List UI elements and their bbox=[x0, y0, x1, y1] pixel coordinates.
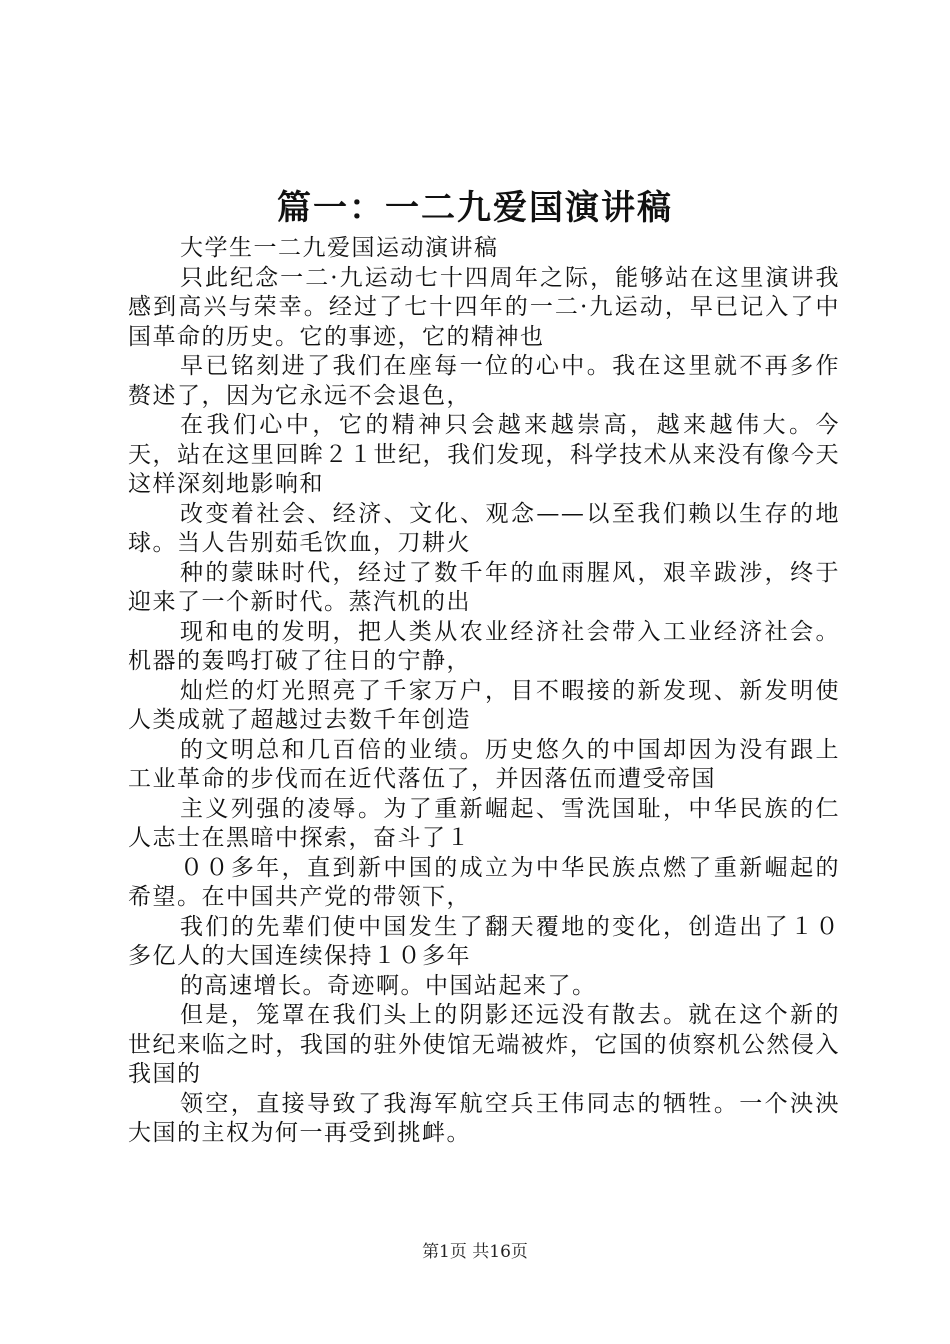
paragraph: 种的蒙昧时代，经过了数千年的血雨腥风，艰辛跋涉，终于迎来了一个新时代。蒸汽机的出 bbox=[128, 559, 840, 615]
document-title: 篇一：一二九爱国演讲稿 bbox=[277, 188, 673, 228]
paragraph: 灿烂的灯光照亮了千家万户，目不暇接的新发现、新发明使人类成就了超越过去数千年创造 bbox=[128, 677, 840, 733]
paragraph: 早已铭刻进了我们在座每一位的心中。我在这里就不再多作赘述了，因为它永远不会退色， bbox=[128, 353, 840, 409]
paragraph: 现和电的发明，把人类从农业经济社会带入工业经济社会。机器的轰鸣打破了往日的宁静， bbox=[128, 618, 840, 674]
paragraph: 主义列强的凌辱。为了重新崛起、雪洗国耻，中华民族的仁人志士在黑暗中探索，奋斗了１ bbox=[128, 795, 840, 851]
paragraph: 我们的先辈们使中国发生了翻天覆地的变化，创造出了１０多亿人的大国连续保持１０多年 bbox=[128, 913, 840, 969]
paragraph: 大学生一二九爱国运动演讲稿 bbox=[180, 235, 499, 261]
paragraph: 在我们心中，它的精神只会越来越崇高，越来越伟大。今天，站在这里回眸２１世纪，我们发现，科学技术从来没有像今天这样深刻地影响和 bbox=[128, 412, 840, 497]
paragraph: 领空，直接导致了我海军航空兵王伟同志的牺牲。一个泱泱大国的主权为何一再受到挑衅。 bbox=[128, 1090, 840, 1146]
document-body bbox=[128, 234, 840, 1149]
page-footer: 第1页 共16页 bbox=[422, 1242, 528, 1262]
paragraph: ００多年，直到新中国的成立为中华民族点燃了重新崛起的希望。在中国共产党的带领下， bbox=[128, 854, 840, 910]
paragraph: 的高速增长。奇迹啊。中国站起来了。 bbox=[180, 972, 597, 999]
paragraph: 只此纪念一二·九运动七十四周年之际，能够站在这里演讲我感到高兴与荣幸。经过了七十四年的一二·九运动，早已记入了中国革命的历史。它的事迹，它的精神也 bbox=[128, 264, 840, 350]
paragraph: 的文明总和几百倍的业绩。历史悠久的中国却因为没有跟上工业革命的步伐而在近代落伍了，并因落伍而遭受帝国 bbox=[128, 736, 840, 792]
paragraph: 改变着社会、经济、文化、观念——以至我们赖以生存的地球。当人告别茹毛饮血，刀耕火 bbox=[128, 500, 840, 556]
paragraph: 但是，笼罩在我们头上的阴影还远没有散去。就在这个新的世纪来临之时，我国的驻外使馆无端被炸，它国的侦察机公然侵入我国的 bbox=[128, 1002, 840, 1087]
